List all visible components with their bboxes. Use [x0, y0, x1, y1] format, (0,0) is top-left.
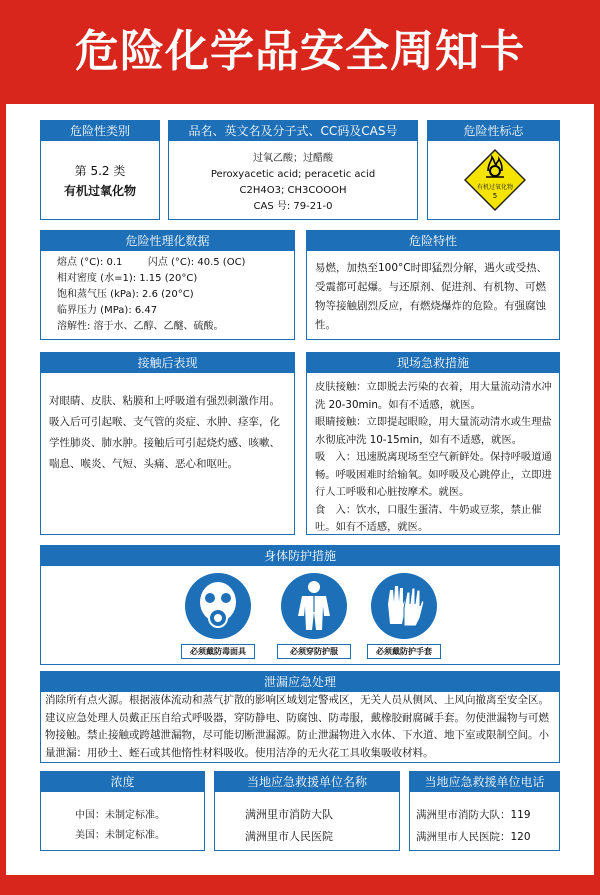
physchem-line: 饱和蒸气压 (kPa): 2.6 (20°C): [57, 289, 194, 300]
category-box: [40, 120, 160, 220]
concentration-china: 中国：未制定标准。: [75, 810, 165, 821]
rescue-unit-name: 满洲里市消防大队: [245, 808, 333, 821]
ppe-label: 必须戴防毒面具: [181, 644, 255, 659]
rescue-phone: 满洲里市人民医院：120: [416, 831, 531, 843]
physchem-line: 溶解性: 溶于水、乙醇、乙醚、硫酸。: [57, 321, 224, 332]
physchem-header: 危险性理化数据: [41, 231, 294, 251]
hazard-sign-label: 有机过氧化物: [476, 184, 513, 191]
category-name: 有机过氧化物: [63, 184, 136, 198]
physchem-line: 临界压力 (MPa): 6.47: [57, 305, 158, 316]
concentration-header: 浓度: [41, 772, 204, 792]
rescue-phones-box: [409, 771, 560, 851]
ppe-item: [277, 572, 351, 659]
product-en-name: Peroxyacetic acid; peracetic acid: [210, 169, 376, 180]
protective-suit-icon: [280, 572, 348, 640]
first-aid-line: 吸 入：迅速脱离现场至空气新鲜处。保持呼吸道通畅。呼吸困难时给输氧。如呼吸及心跳停止，立即进行人工呼吸和心脏按摩术。就医。: [315, 451, 552, 498]
leak-header: 泄漏应急处理: [41, 672, 559, 692]
rescue-phone: 满洲里市消防大队：119: [416, 809, 531, 821]
first-aid-line: 皮肤接触：立即脱去污染的衣着，用大量流动清水冲洗 20-30min。如有不适感，就医。: [315, 381, 552, 411]
ppe-item: [181, 572, 255, 659]
ppe-label: 必须戴防护手套: [367, 644, 441, 659]
rescue-phones-header: 当地应急救援单位电话: [410, 772, 559, 792]
symptoms-box: [40, 352, 295, 535]
concentration-usa: 美国：未制定标准。: [75, 830, 165, 841]
hazard-sign-header: 危险性标志: [428, 121, 559, 141]
gas-mask-icon: [184, 572, 252, 640]
symptoms-text: 对眼睛、皮肤、粘膜和上呼吸道有强烈刺激作用。吸入后可引起喉、支气管的炎症、水肿、痉挛，化学性肺炎、肺水肿。接触后可引起烧灼感、咳嗽、喘息、喉炎、气短、头痛、恶心和呕吐。: [49, 395, 280, 470]
first-aid-box: [306, 352, 560, 535]
symptoms-header: 接触后表现: [41, 353, 294, 373]
first-aid-line: 食 入：饮水，口服生蛋清、牛奶或豆浆，禁止催吐。如有不适感，就医。: [315, 503, 542, 533]
leak-box: [40, 671, 560, 763]
leak-text: 消除所有点火源。根据液体流动和蒸气扩散的影响区域划定警戒区，无关人员从侧风、上风向撤离至安全区。建议应急处理人员戴正压自给式呼吸器，穿防静电、防腐蚀、防毒服，戴橡胶耐腐碱手套。勿使泄漏物与可燃物接触。禁止接触或跨越泄漏物，尽可能切断泄漏源。防止泄漏物进入水体、下水道、地下室或限制空间。小量泄漏：用砂土、蛭石或其他惰性材料吸收。使用洁净的无火花工具收集吸收材料。: [45, 694, 549, 759]
hazard-props-text: 易燃，加热至100°C时即猛烈分解，遇火或受热、受震都可起爆。与还原剂、促进剂、有机物、可燃物等接触剧烈反应，有燃烧爆炸的危险。有强腐蚀性。: [315, 262, 548, 331]
physchem-line: 相对密度 (水=1): 1.15 (20°C): [57, 273, 198, 284]
first-aid-line: 眼睛接触：立即提起眼睑，用大量流动清水或生理盐水彻底冲洗 10-15min，如有不适感，就医。: [315, 416, 552, 446]
concentration-box: [40, 771, 205, 851]
product-cn-name: 过氧乙酸；过醋酸: [253, 153, 333, 164]
hazard-sign-box: [427, 120, 560, 220]
rescue-units-header: 当地应急救援单位名称: [215, 772, 399, 792]
product-header: 品名、英文名及分子式、CC码及CAS号: [169, 121, 417, 141]
first-aid-header: 现场急救措施: [307, 353, 559, 373]
flame-over-circle-icon: [464, 149, 526, 211]
hazard-sign-diamond: [464, 149, 526, 211]
gloves-icon: [370, 572, 438, 640]
rescue-unit-name: 满洲里市人民医院: [245, 830, 333, 843]
ppe-item: [367, 572, 441, 659]
ppe-box: [40, 545, 560, 665]
hazard-sign-number: 5: [492, 192, 498, 200]
product-formula: C2H4O3; CH3COOOH: [239, 185, 347, 196]
ppe-header: 身体防护措施: [41, 546, 559, 566]
rescue-units-box: [214, 771, 400, 851]
category-header: 危险性类别: [41, 121, 159, 141]
hazard-props-box: [306, 230, 560, 340]
hazard-props-header: 危险特性: [307, 231, 559, 251]
ppe-label: 必须穿防护服: [277, 644, 351, 659]
page-title: 危险化学品安全周知卡: [0, 0, 600, 104]
category-class: 第 5.2 类: [74, 164, 126, 178]
physchem-line: 熔点 (°C): 0.1 闪点 (°C): 40.5 (OC): [57, 257, 246, 268]
physchem-box: [40, 230, 295, 340]
product-cas: CAS 号: 79-21-0: [253, 201, 333, 212]
product-box: [168, 120, 418, 220]
